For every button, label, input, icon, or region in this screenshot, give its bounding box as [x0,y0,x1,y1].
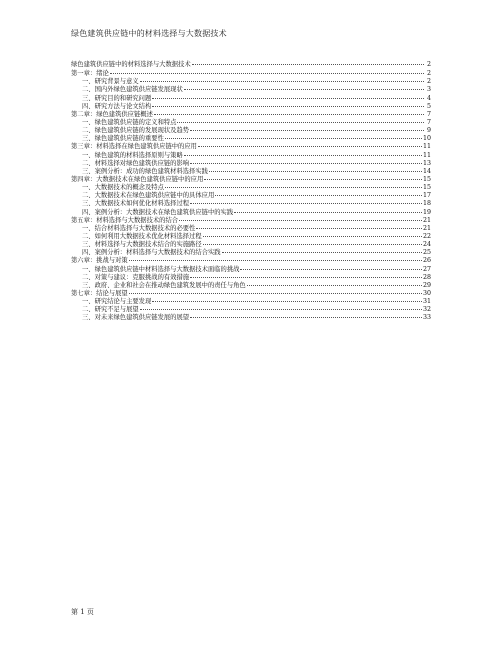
toc-dot-leader [140,309,422,310]
toc-dot-leader [165,138,422,139]
toc-entry-page: 31 [422,298,431,306]
toc-entry-section[interactable] [71,168,431,176]
toc-entry-section[interactable] [71,274,431,282]
toc-entry-page: 17 [422,192,431,200]
toc-entry-section[interactable] [71,152,431,160]
toc-entry-page: 22 [422,232,431,240]
toc-dot-leader [222,252,422,253]
toc-dot-leader [140,81,424,82]
toc-entry-title: 三、材料选择与大数据技术结合的实施路径 [82,241,202,249]
toc-dot-leader [190,130,424,131]
toc-entry-title: 三、绿色建筑供应链的重要性 [82,135,164,143]
toc-dot-leader [165,187,422,188]
toc-entry-page: 13 [422,159,431,167]
toc-dot-leader [129,260,422,261]
toc-entry-title: 第六章：挑战与对策 [71,257,128,265]
toc-dot-leader [154,114,424,115]
toc-entry-page: 32 [422,306,431,314]
toc-entry-section[interactable] [71,314,431,322]
toc-entry-page: 5 [426,102,431,110]
toc-dot-leader [177,122,424,123]
toc-entry-title: 四、案例分析：材料选择与大数据技术的结合实践 [82,249,221,257]
table-of-contents [71,61,431,323]
toc-entry-page: 15 [422,175,431,183]
toc-entry-title: 一、绿色建筑供应链中材料选择与大数据技术面临的挑战 [82,265,240,273]
toc-entry-page: 2 [426,70,431,78]
toc-entry-page: 21 [422,224,431,232]
toc-entry-title: 第一章：绪论 [71,70,109,78]
toc-entry-section[interactable] [71,119,431,127]
toc-entry-title: 二、材料选择对绿色建筑供应链的影响 [82,159,190,167]
toc-entry-page: 26 [422,257,431,265]
toc-entry-section[interactable] [71,298,431,306]
toc-entry-title: 二、对策与建议：克服挑战的有效措施 [82,273,190,281]
toc-entry-page: 10 [422,135,431,143]
toc-entry-page: 21 [422,216,431,224]
toc-entry-title: 四、研究方法与论文结构 [82,102,152,110]
toc-entry-section[interactable] [71,160,431,168]
toc-entry-page: 28 [422,273,431,281]
toc-dot-leader [234,212,422,213]
toc-entry-page: 7 [426,118,431,126]
toc-entry-page: 27 [422,265,431,273]
running-header: 绿色建筑供应链中的材料选择与大数据技术 [71,29,227,38]
toc-dot-leader [215,195,422,196]
toc-dot-leader [203,236,422,237]
toc-dot-leader [198,146,422,147]
toc-entry-page: 25 [422,249,431,257]
toc-dot-leader [209,171,422,172]
toc-entry-title: 绿色建筑供应链中的材料选择与大数据技术 [71,61,191,68]
toc-entry-chapter[interactable] [71,290,431,298]
toc-entry-section[interactable] [71,103,431,111]
toc-entry-page: 2 [426,61,431,68]
toc-entry-chapter[interactable] [71,143,431,151]
toc-entry-title: 一、研究背景与意义 [82,78,139,86]
toc-entry-page: 9 [426,127,431,135]
toc-entry-page: 18 [422,200,431,208]
toc-entry-page: 11 [422,151,431,159]
toc-entry-chapter[interactable] [71,111,431,119]
toc-entry-page: 33 [422,314,431,322]
toc-entry-title: 第二章：绿色建筑供应链概述 [71,110,153,118]
toc-dot-leader [110,73,424,74]
toc-entry-page: 29 [422,281,431,289]
toc-dot-leader [203,244,422,245]
toc-entry-section[interactable] [71,86,431,94]
toc-entry-chapter[interactable] [71,176,431,184]
toc-entry-page: 30 [422,289,431,297]
toc-entry-title: 三、研究目的和研究问题 [82,94,152,102]
toc-entry-title: 一、研究结论与主要发现 [82,298,152,306]
toc-entry-title: 三、政府、企业和社会在推动绿色建筑发展中的责任与角色 [82,281,246,289]
toc-dot-leader [184,89,424,90]
toc-entry-title: 三、案例分析：成功的绿色建筑材料选择实践 [82,167,208,175]
toc-entry-page: 19 [422,208,431,216]
toc-entry-title: 二、国内外绿色建筑供应链发展现状 [82,86,183,94]
toc-entry-section[interactable] [71,266,431,274]
toc-entry-section[interactable] [71,282,431,290]
toc-dot-leader [192,64,424,65]
toc-entry-page: 24 [422,241,431,249]
toc-entry-section[interactable] [71,200,431,208]
toc-entry-title: 三、对未来绿色建筑供应链发展的展望 [82,314,190,322]
toc-entry-title: 第四章：大数据技术在绿色建筑供应链中的应用 [71,175,204,183]
toc-entry-section[interactable] [71,241,431,249]
toc-dot-leader [190,277,422,278]
toc-dot-leader [204,179,422,180]
toc-dot-leader [152,98,424,99]
toc-entry-title: 第五章：材料选择与大数据技术的结合 [71,216,179,224]
toc-dot-leader [190,163,422,164]
toc-dot-leader [179,220,422,221]
toc-entry-page: 3 [426,86,431,94]
toc-dot-leader [190,317,422,318]
toc-entry-title: 二、研究不足与展望 [82,306,139,314]
toc-entry-title: 一、大数据技术的概念及特点 [82,184,164,192]
toc-entry-page: 2 [426,78,431,86]
toc-entry-title: 一、绿色建筑供应链的定义和特点 [82,118,177,126]
toc-entry-page: 14 [422,167,431,175]
toc-entry-section[interactable] [71,209,431,217]
page-number-footer: 第 1 页 [71,608,94,616]
toc-dot-leader [184,155,422,156]
toc-entry-chapter[interactable] [71,61,431,69]
toc-entry-section[interactable] [71,95,431,103]
toc-dot-leader [240,269,422,270]
toc-entry-title: 第七章：结论与展望 [71,289,128,297]
toc-entry-title: 二、绿色建筑供应链的发展现状及趋势 [82,127,190,135]
toc-dot-leader [152,106,424,107]
toc-entry-title: 一、结合材料选择与大数据技术的必要性 [82,224,196,232]
toc-dot-leader [190,203,422,204]
toc-entry-section[interactable] [71,233,431,241]
toc-entry-section[interactable] [71,225,431,233]
toc-entry-page: 11 [422,143,431,151]
toc-entry-chapter[interactable] [71,257,431,265]
toc-entry-title: 一、绿色建筑的材料选择原则与策略 [82,151,183,159]
toc-entry-chapter[interactable] [71,217,431,225]
toc-dot-leader [247,285,422,286]
toc-entry-title: 三、大数据技术如何优化材料选择过程 [82,200,190,208]
toc-entry-page: 15 [422,184,431,192]
toc-entry-page: 7 [426,110,431,118]
toc-dot-leader [196,228,422,229]
toc-dot-leader [152,301,422,302]
toc-entry-page: 4 [426,94,431,102]
toc-dot-leader [129,293,422,294]
toc-entry-title: 二、大数据技术在绿色建筑供应链中的具体应用 [82,192,215,200]
toc-entry-title: 二、如何利用大数据技术优化材料选择过程 [82,232,202,240]
toc-entry-title: 第三章：材料选择在绿色建筑供应链中的应用 [71,143,197,151]
toc-entry-title: 四、案例分析：大数据技术在绿色建筑供应链中的实践 [82,208,234,216]
